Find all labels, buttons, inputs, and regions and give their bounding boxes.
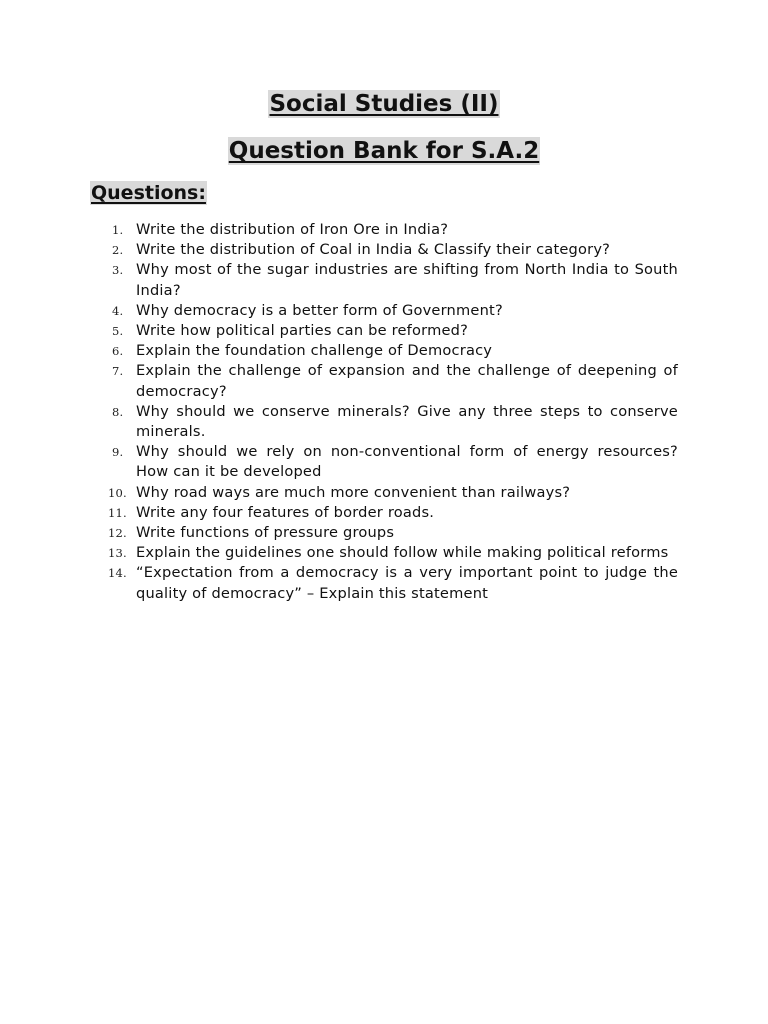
question-item: [100, 503, 678, 523]
question-text: Write how political parties can be reformed?: [136, 322, 469, 340]
question-item: [100, 361, 678, 401]
question-number: 7.: [112, 364, 124, 379]
question-item: [100, 240, 678, 260]
question-number: 14.: [108, 566, 127, 581]
question-number: 10.: [108, 485, 127, 500]
question-text: “Expectation from a democracy is a very important point to judge the quality of democracy” – Explain this statement: [136, 564, 678, 602]
document-subtitle: Question Bank for S.A.2: [228, 138, 540, 164]
question-list: [100, 220, 678, 604]
question-item: [100, 341, 678, 361]
question-text: Write the distribution of Coal in India & Classify their category?: [136, 241, 611, 259]
question-text: Why most of the sugar industries are shifting from North India to South India?: [136, 261, 678, 299]
question-item: [100, 442, 678, 482]
question-number: 4.: [112, 303, 124, 318]
question-number: 8.: [112, 404, 124, 419]
question-number: 12.: [108, 526, 127, 541]
question-item: [100, 483, 678, 503]
question-number: 3.: [112, 263, 124, 278]
question-text: Why should we conserve minerals? Give any three steps to conserve minerals.: [136, 402, 678, 441]
question-item: [100, 402, 678, 442]
question-text: Why road ways are much more convenient than railways?: [136, 483, 571, 501]
questions-heading: Questions:: [91, 182, 206, 204]
question-number: 2.: [112, 243, 124, 258]
question-text: Explain the foundation challenge of Democracy: [136, 342, 493, 360]
question-number: 6.: [112, 344, 124, 359]
subtitle-row: [0, 137, 768, 165]
question-text: Write any four features of border roads.: [136, 503, 435, 521]
question-item: [100, 523, 678, 543]
question-text: Write the distribution of Iron Ore in India?: [136, 221, 449, 238]
question-text: Explain the challenge of expansion and the challenge of deepening of democracy?: [136, 362, 678, 400]
title-row: [0, 90, 768, 118]
question-item: [100, 260, 678, 300]
question-text: Explain the guidelines one should follow while making political reforms: [136, 544, 669, 562]
question-number: 9.: [112, 445, 124, 460]
question-item: [100, 563, 678, 603]
document-title: Social Studies (II): [269, 91, 499, 117]
question-number: 13.: [108, 546, 127, 561]
question-item: [100, 301, 678, 321]
question-text: Write functions of pressure groups: [136, 524, 395, 542]
question-text: Why should we rely on non-conventional form of energy resources? How can it be developed: [136, 443, 678, 481]
question-item: [100, 220, 678, 240]
question-item: [100, 321, 678, 341]
question-number: 11.: [108, 505, 127, 520]
question-item: [100, 543, 678, 563]
question-text: Why democracy is a better form of Government?: [136, 301, 503, 319]
question-number: 1.: [112, 223, 124, 237]
question-number: 5.: [112, 324, 124, 339]
